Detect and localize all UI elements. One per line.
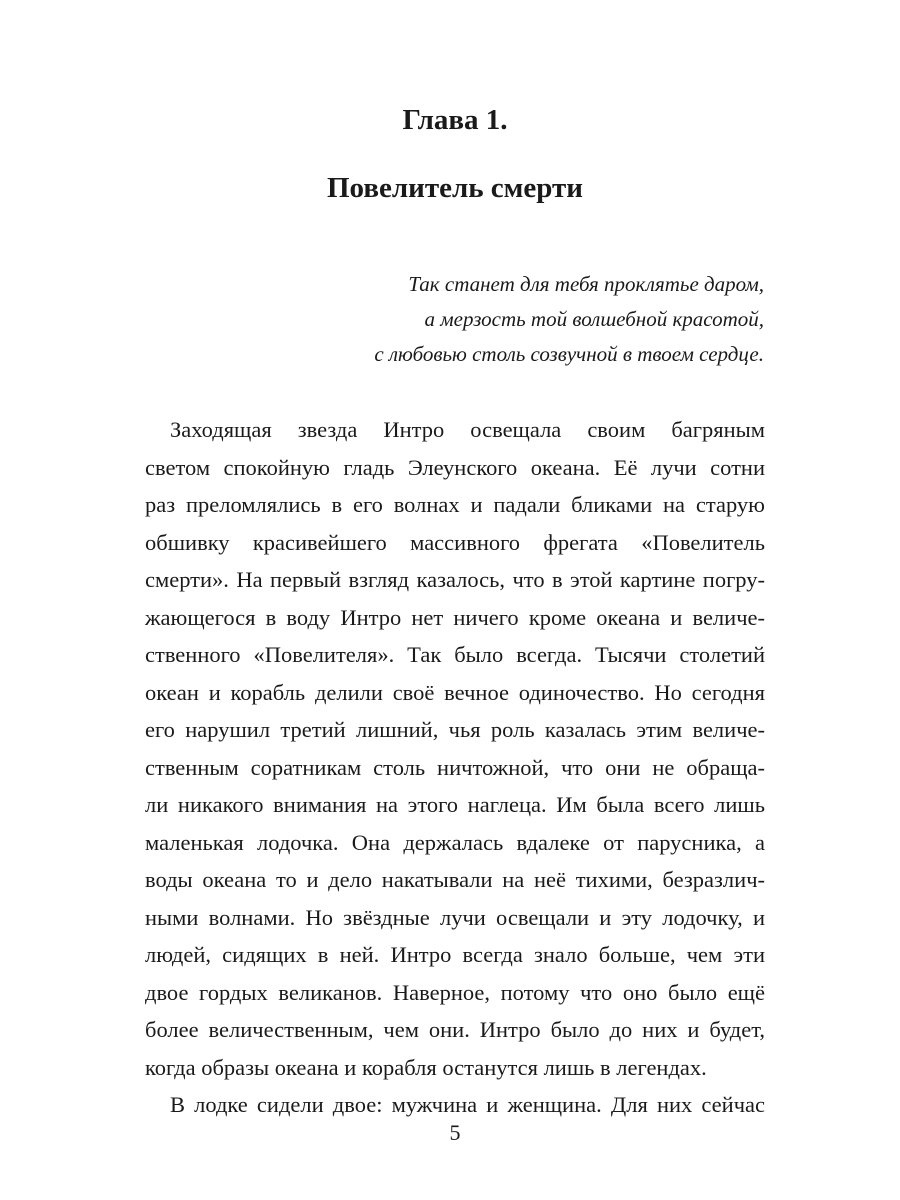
paragraph-line: ственным соратникам столь ничтожной, что они не обраща- [145, 754, 765, 780]
epigraph-line: а мерзость той волшебной красотой, [424, 307, 764, 331]
paragraph-line: В лодке сидели двое: мужчина и женщина. Для них сейчас [170, 1092, 765, 1117]
paragraph-line: обшивку красивейшего массивного фрегата «Повелитель [145, 529, 765, 555]
paragraph-line: более величественным, чем они. Интро было до них и будет, [145, 1017, 765, 1042]
paragraph-line: его нарушил третий лишний, чья роль казалась этим величе- [145, 717, 765, 742]
body-text [145, 411, 765, 1124]
paragraph-line: жающегося в воду Интро нет ничего кроме океана и величе- [145, 604, 765, 630]
epigraph-line: Так станет для тебя проклятье даром, [408, 272, 764, 296]
chapter-title: Повелитель смерти [326, 172, 583, 204]
paragraph-line: двое гордых великанов. Наверное, потому что оно было ещё [145, 979, 765, 1005]
paragraph-line: светом спокойную гладь Элеунского океана. Её лучи сотни [145, 454, 765, 480]
paragraph-line: ственного «Повелителя». Так было всегда. Тысячи столетий [145, 642, 765, 667]
paragraph-line: смерти». На первый взгляд казалось, что в этой картине погру- [145, 567, 765, 592]
paragraph-line: людей, сидящих в ней. Интро всегда знало больше, чем эти [145, 942, 765, 967]
paragraph-line: Заходящая звезда Интро освещала своим багряным [170, 417, 765, 442]
chapter-number: Глава 1. [402, 104, 508, 136]
epigraph-line: с любовью столь созвучной в твоем сердце. [374, 342, 764, 366]
paragraph-line: ными волнами. Но звёздные лучи освещали и эту лодочку, и [145, 904, 765, 930]
paragraph-line: маленькая лодочка. Она держалась вдалеке от парусника, а [145, 829, 765, 855]
paragraph-line: когда образы океана и корабля останутся лишь в легендах. [145, 1054, 707, 1080]
paragraph-line: ли никакого внимания на этого наглеца. Им была всего лишь [145, 792, 765, 817]
paragraph-line: океан и корабль делили своё вечное одиночество. Но сегодня [145, 679, 765, 705]
page-number: 5 [449, 1120, 461, 1145]
paragraph-line: раз преломлялись в его волнах и падали бликами на старую [145, 492, 765, 517]
paragraph-line: воды океана то и дело накатывали на неё тихими, безразлич- [145, 867, 765, 892]
